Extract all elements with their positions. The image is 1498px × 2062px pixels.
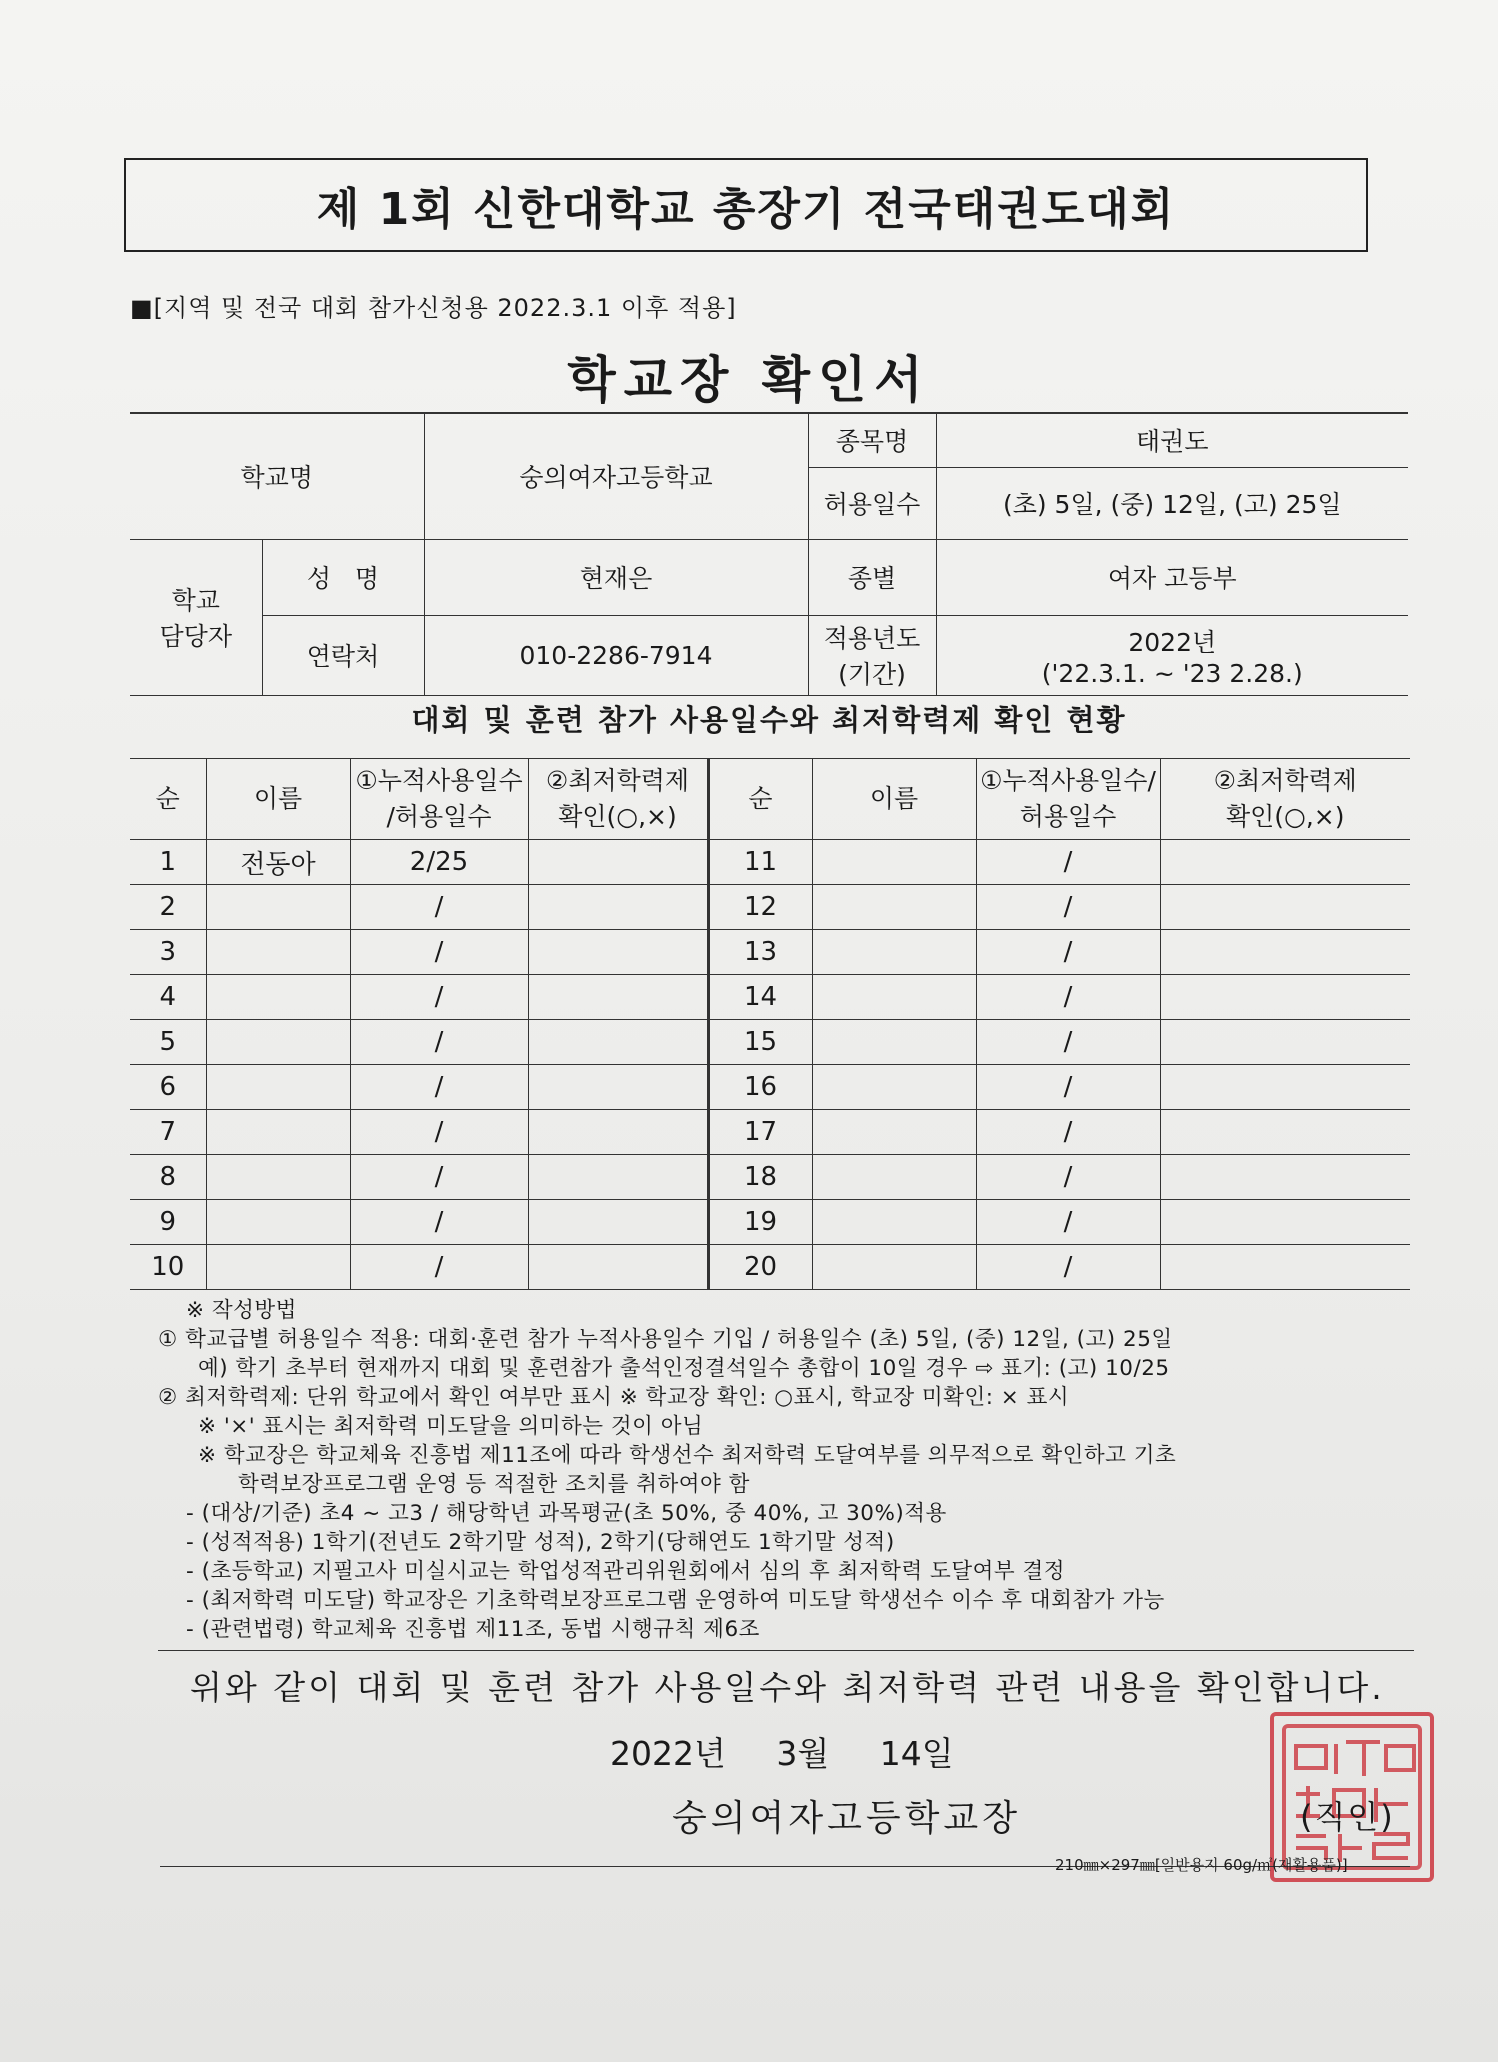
roster-check-left [528,1065,708,1110]
roster-name-right [812,840,976,885]
document-title: 학교장 확인서 [567,351,931,409]
roster-check-left [528,840,708,885]
seal-label: (직인) [1300,1798,1395,1836]
roster-no-right: 19 [708,1200,812,1245]
header-check-left-line2: 확인(○,×) [558,802,677,831]
note-2-b-cont: 학력보장프로그램 운영 등 적절한 조치를 취하여야 함 [238,1472,750,1497]
roster-no-right: 14 [708,975,812,1020]
roster-name-left [206,1110,350,1155]
status-title: 대회 및 훈련 참가 사용일수와 최저학력제 확인 현황 [411,703,1127,737]
form-note: ■[지역 및 전국 대회 참가신청용 2022.3.1 이후 적용] [130,294,737,322]
contact-label: 연락처 [262,615,424,695]
header-days-left [350,759,528,840]
year-value [936,615,1408,695]
roster-days-left: / [350,930,528,975]
roster-name-left [206,1155,350,1200]
roster-check-right [1160,930,1410,975]
roster-days-left: / [350,1200,528,1245]
roster-name-right [812,1200,976,1245]
header-check-left [528,759,708,840]
manager-label-line1: 학교 [171,586,220,615]
note-dash-5: - (관련법령) 학교체육 진흥법 제11조, 동법 시행규칙 제6조 [186,1617,760,1642]
roster-check-left [528,1020,708,1065]
roster-days-right: / [976,1020,1160,1065]
roster-check-right [1160,975,1410,1020]
category-value: 여자 고등부 [936,539,1408,615]
roster-check-left [528,975,708,1020]
roster-check-right [1160,1065,1410,1110]
header-name-left: 이름 [206,759,350,840]
school-info-table [130,412,1408,696]
roster-days-right: / [976,1200,1160,1245]
roster-no-left: 1 [130,840,206,885]
roster-days-left: 2/25 [350,840,528,885]
roster-no-right: 18 [708,1155,812,1200]
manager-name-value: 현재은 [424,539,808,615]
roster-row [130,1020,1410,1065]
roster-days-left: / [350,1020,528,1065]
header-no-right: 순 [708,759,812,840]
roster-table [130,758,1410,1290]
roster-name-left [206,975,350,1020]
roster-check-right [1160,885,1410,930]
header-days-left-line2: /허용일수 [386,802,492,831]
roster-check-right [1160,1155,1410,1200]
roster-no-left: 5 [130,1020,206,1065]
roster-check-left [528,1200,708,1245]
roster-row [130,1065,1410,1110]
roster-no-left: 8 [130,1155,206,1200]
notes-heading: ※ 작성방법 [186,1298,297,1323]
roster-check-left [528,1155,708,1200]
header-days-left-line1: ①누적사용일수 [355,766,523,795]
note-2-b: ※ 학교장은 학교체육 진흥법 제11조에 따라 학생선수 최저학력 도달여부를 의무적으로 확인하고 기초 [198,1443,1177,1468]
note-2-a: ※ '×' 표시는 최저학력 미도달을 의미하는 것이 아님 [198,1414,704,1439]
roster-days-left: / [350,1110,528,1155]
header-days-right-line1: ①누적사용일수/ [980,766,1156,795]
writing-instructions [158,1296,1418,1644]
event-title: 제 1회 신한대학교 총장기 전국태권도대회 [124,158,1368,252]
roster-no-left: 7 [130,1110,206,1155]
roster-days-right: / [976,930,1160,975]
note-dash-1: - (대상/기준) 초4 ~ 고3 / 해당학년 과목평균(초 50%, 중 40%, 고 30%)적용 [186,1501,947,1526]
roster-no-left: 4 [130,975,206,1020]
roster-days-left: / [350,1245,528,1290]
roster-name-left [206,1065,350,1110]
year-label-line1: 적용년도 [823,624,921,653]
roster-name-right [812,930,976,975]
roster-row [130,930,1410,975]
roster-check-right [1160,1200,1410,1245]
roster-days-right: / [976,1110,1160,1155]
roster-days-right: / [976,1245,1160,1290]
roster-name-left [206,1020,350,1065]
roster-no-right: 15 [708,1020,812,1065]
roster-no-right: 20 [708,1245,812,1290]
note-2: ② 최저학력제: 단위 학교에서 확인 여부만 표시 ※ 학교장 확인: ○표시, 학교장 미확인: × 표시 [158,1385,1070,1410]
roster-check-right [1160,1020,1410,1065]
principal-name: 숭의여자고등학교장 [672,1798,1021,1839]
roster-check-left [528,930,708,975]
roster-days-left: / [350,885,528,930]
roster-no-right: 13 [708,930,812,975]
roster-days-left: / [350,975,528,1020]
note-dash-4: - (최저학력 미도달) 학교장은 기초학력보장프로그램 운영하여 미도달 학생선수 이수 후 대회참가 가능 [186,1588,1165,1613]
roster-days-left: / [350,1155,528,1200]
roster-days-right: / [976,1065,1160,1110]
roster-name-left [206,930,350,975]
roster-check-right [1160,1245,1410,1290]
roster-row [130,840,1410,885]
header-check-right [1160,759,1410,840]
year-value-line1: 2022년 [1128,627,1217,657]
header-check-right-line2: 확인(○,×) [1225,802,1345,831]
note-dash-3: - (초등학교) 지필고사 미실시교는 학업성적관리위원회에서 심의 후 최저학력 도달여부 결정 [186,1559,1065,1584]
roster-row [130,1245,1410,1290]
category-label: 종별 [808,539,936,615]
roster-row [130,1110,1410,1155]
manager-name-label: 성 명 [262,539,424,615]
roster-name-right [812,1245,976,1290]
roster-name-right [812,1110,976,1155]
note-1: ① 학교급별 허용일수 적용: 대회·훈련 참가 누적사용일수 기입 / 허용일수 (초) 5일, (중) 12일, (고) 25일 [158,1327,1173,1352]
roster-days-right: / [976,975,1160,1020]
header-days-right-line2: 허용일수 [1019,802,1117,831]
header-no-left: 순 [130,759,206,840]
roster-name-right [812,1065,976,1110]
school-name-value: 숭의여자고등학교 [424,413,808,539]
roster-no-left: 6 [130,1065,206,1110]
roster-name-left: 전동아 [206,840,350,885]
manager-label [130,539,262,695]
roster-no-left: 9 [130,1200,206,1245]
school-name-label: 학교명 [130,413,424,539]
roster-name-right [812,1020,976,1065]
roster-name-right [812,885,976,930]
roster-no-right: 16 [708,1065,812,1110]
header-days-right [976,759,1160,840]
year-label [808,615,936,695]
roster-name-right [812,1155,976,1200]
roster-row [130,1155,1410,1200]
roster-name-right [812,975,976,1020]
year-value-line2: ('22.3.1. ~ '23 2.28.) [1041,658,1303,688]
roster-days-right: / [976,840,1160,885]
year-label-line2: (기간) [838,660,906,689]
confirmation-date: 2022년 3월 14일 [610,1734,954,1773]
allowed-days-value: (초) 5일, (중) 12일, (고) 25일 [936,467,1408,539]
roster-check-left [528,1245,708,1290]
manager-label-line2: 담당자 [159,622,232,651]
roster-days-right: / [976,1155,1160,1200]
header-check-left-line1: ②최저학력제 [545,766,690,795]
header-name-right: 이름 [812,759,976,840]
note-1-example: 예) 학기 초부터 현재까지 대회 및 훈련참가 출석인정결석일수 총합이 10일 경우 ⇨ 표기: (고) 10/25 [198,1356,1170,1381]
event-label: 종목명 [808,413,936,467]
roster-days-left: / [350,1065,528,1110]
paper-spec-footer: 210㎜×297㎜[일반용지 60g/㎡(재활용품)] [1055,1856,1348,1874]
event-value: 태권도 [936,413,1408,467]
roster-name-left [206,1245,350,1290]
roster-check-left [528,885,708,930]
roster-check-left [528,1110,708,1155]
roster-row [130,885,1410,930]
contact-value: 010-2286-7914 [424,615,808,695]
confirmation-statement: 위와 같이 대회 및 훈련 참가 사용일수와 최저학력 관련 내용을 확인합니다. [190,1668,1385,1707]
roster-row [130,1200,1410,1245]
note-dash-2: - (성적적용) 1학기(전년도 2학기말 성적), 2학기(당해연도 1학기말 성적) [186,1530,895,1555]
divider-top [158,1650,1414,1651]
roster-no-left: 3 [130,930,206,975]
roster-days-right: / [976,885,1160,930]
roster-row [130,975,1410,1020]
roster-no-right: 11 [708,840,812,885]
header-check-right-line1: ②최저학력제 [1213,766,1357,795]
roster-check-right [1160,840,1410,885]
roster-name-left [206,1200,350,1245]
roster-check-right [1160,1110,1410,1155]
roster-no-right: 17 [708,1110,812,1155]
allowed-days-label: 허용일수 [808,467,936,539]
roster-no-right: 12 [708,885,812,930]
roster-no-left: 2 [130,885,206,930]
roster-name-left [206,885,350,930]
roster-no-left: 10 [130,1245,206,1290]
